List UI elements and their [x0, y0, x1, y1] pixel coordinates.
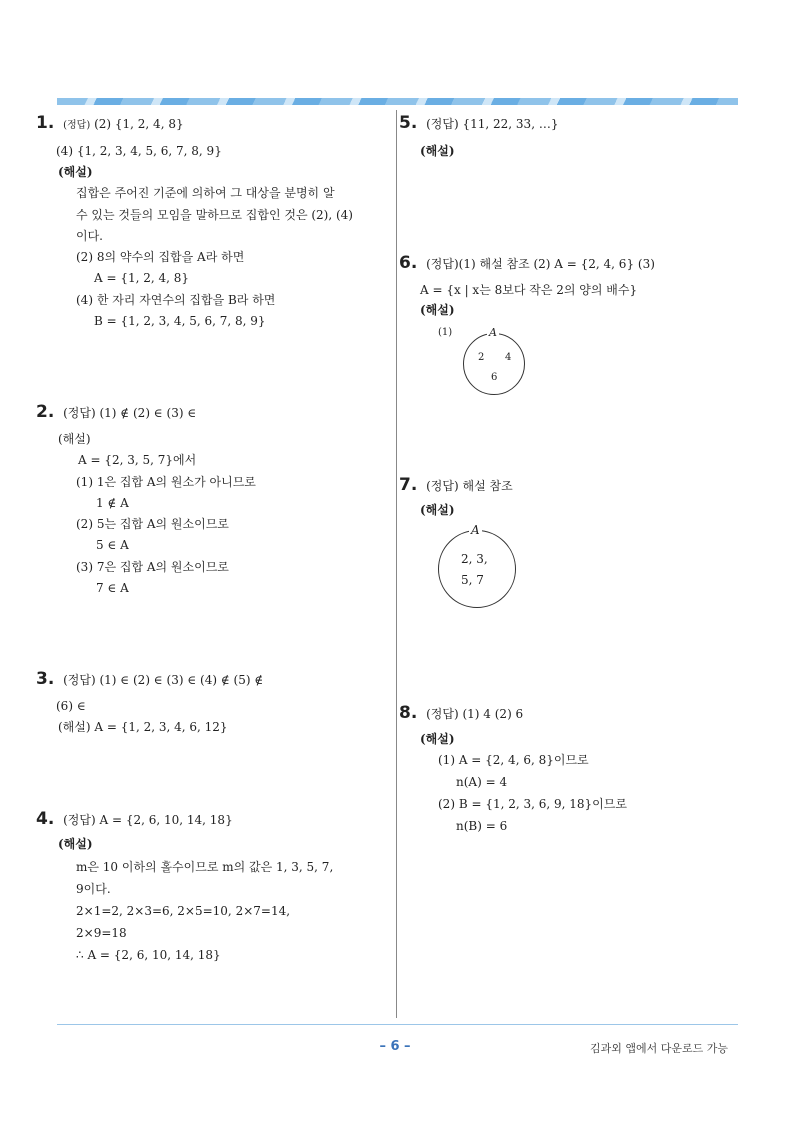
q8-exp-line: n(A) = 4 — [456, 775, 508, 789]
q7-venn-line: 2, 3, — [461, 552, 488, 566]
q6-header — [399, 255, 655, 272]
q2-exp-line: (2) 5는 집합 A의 원소이므로 — [76, 517, 229, 531]
q7-header — [399, 477, 513, 494]
q6-venn-element: 4 — [505, 352, 512, 363]
q2-number: 2. — [36, 402, 55, 422]
page-number: – 6 – — [379, 1039, 411, 1054]
q4-exp-line: 9이다. — [76, 882, 111, 896]
q8-answer: (정답) (1) 4 (2) 6 — [426, 707, 524, 721]
q8-explanation-label: (해설) — [420, 732, 455, 746]
q6-venn-circle — [463, 333, 525, 395]
q7-venn-line: 5, 7 — [461, 573, 484, 587]
q1-exp-line: (4) 한 자리 자연수의 집합을 B라 하면 — [76, 293, 276, 307]
q1-answer-4: (4) {1, 2, 3, 4, 5, 6, 7, 8, 9} — [56, 144, 222, 158]
q2-exp-line: (1) 1은 집합 A의 원소가 아니므로 — [76, 475, 256, 489]
q6-number: 6. — [399, 253, 418, 273]
q7-explanation-label: (해설) — [420, 503, 455, 517]
q1-exp-line: 이다. — [76, 229, 103, 243]
q8-exp-line: (1) A = {2, 4, 6, 8}이므로 — [438, 753, 589, 767]
q1-number: 1. — [36, 113, 55, 133]
q2-explanation-label: (해설) — [58, 432, 91, 446]
column-divider — [396, 110, 397, 1018]
q4-exp-line: ∴ A = {2, 6, 10, 14, 18} — [76, 948, 221, 962]
q1-header — [36, 115, 184, 134]
q3-number: 3. — [36, 669, 55, 689]
q4-exp-line: 2×1=2, 2×3=6, 2×5=10, 2×7=14, — [76, 904, 291, 918]
q4-header — [36, 811, 233, 828]
q2-answer: (정답) (1) ∉ (2) ∈ (3) ∈ — [63, 406, 197, 420]
q2-header — [36, 404, 196, 421]
q3-explanation: (해설) A = {1, 2, 3, 4, 6, 12} — [58, 720, 228, 734]
q4-exp-line: 2×9=18 — [76, 926, 127, 940]
q7-venn-label: A — [471, 523, 480, 537]
q1-exp-line: 수 있는 것들의 모임을 말하므로 집합인 것은 (2), (4) — [76, 208, 353, 222]
q1-exp-line: (2) 8의 약수의 집합을 A라 하면 — [76, 250, 245, 264]
q6-answer-cont: A = {x | x는 8보다 작은 2의 양의 배수} — [420, 283, 638, 297]
q8-exp-line: (2) B = {1, 2, 3, 6, 9, 18}이므로 — [438, 797, 627, 811]
q1-answer-label: (정답) — [63, 120, 91, 131]
q8-number: 8. — [399, 703, 418, 723]
q5-number: 5. — [399, 113, 418, 133]
q5-explanation-label: (해설) — [420, 144, 455, 158]
q4-explanation-label: (해설) — [58, 837, 93, 851]
q6-venn-element: 2 — [478, 352, 485, 363]
q2-exp-line: 7 ∈ A — [96, 581, 129, 595]
q5-header — [399, 115, 558, 132]
q1-explanation-label: (해설) — [58, 165, 93, 179]
q3-header — [36, 671, 263, 688]
q3-answer-cont: (6) ∈ — [56, 699, 86, 713]
q7-venn-circle — [438, 530, 516, 608]
q1-exp-line: 집합은 주어진 기준에 의하여 그 대상을 분명히 알 — [76, 186, 335, 200]
q2-exp-line: 5 ∈ A — [96, 538, 129, 552]
q7-number: 7. — [399, 475, 418, 495]
q2-exp-line: A = {2, 3, 5, 7}에서 — [78, 453, 197, 467]
q6-sub-label: (1) — [438, 327, 453, 338]
q6-answer: (정답)(1) 해설 참조 (2) A = {2, 4, 6} (3) — [426, 257, 655, 271]
q6-explanation-label: (해설) — [420, 303, 455, 317]
q1-answer-2: (2) {1, 2, 4, 8} — [94, 117, 184, 131]
q5-answer: (정답) {11, 22, 33, …} — [426, 117, 559, 131]
header-decorative-bar — [57, 98, 738, 105]
q4-number: 4. — [36, 809, 55, 829]
footer-note: 김과외 앱에서 다운로드 가능 — [589, 1042, 728, 1055]
q4-answer: (정답) A = {2, 6, 10, 14, 18} — [63, 813, 233, 827]
q8-header — [399, 705, 523, 722]
q6-venn-element: 6 — [491, 372, 498, 383]
q2-exp-line: (3) 7은 집합 A의 원소이므로 — [76, 560, 229, 574]
footer-line — [57, 1024, 738, 1025]
q7-answer: (정답) 해설 참조 — [426, 479, 513, 493]
q8-exp-line: n(B) = 6 — [456, 819, 508, 833]
q1-exp-line: A = {1, 2, 4, 8} — [94, 271, 190, 285]
q4-exp-line: m은 10 이하의 홀수이므로 m의 값은 1, 3, 5, 7, — [76, 860, 334, 874]
q2-exp-line: 1 ∉ A — [96, 496, 129, 510]
q6-venn-label: A — [489, 326, 497, 339]
q1-exp-line: B = {1, 2, 3, 4, 5, 6, 7, 8, 9} — [94, 314, 266, 328]
q3-answer: (정답) (1) ∈ (2) ∈ (3) ∈ (4) ∉ (5) ∉ — [63, 673, 264, 687]
